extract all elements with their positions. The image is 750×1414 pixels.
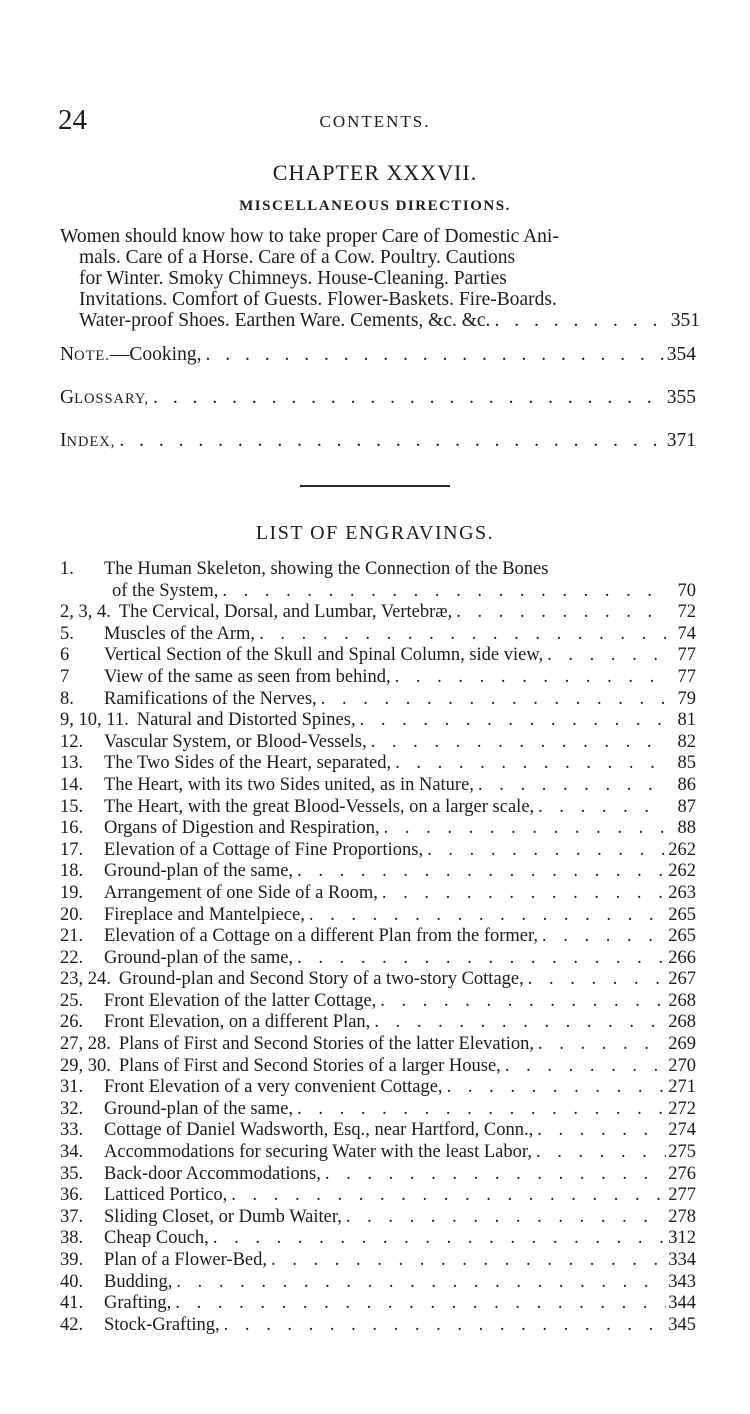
dot-leader bbox=[534, 797, 666, 819]
engraving-page: 262 bbox=[668, 839, 696, 860]
engraving-page: 312 bbox=[668, 1228, 696, 1249]
engraving-number: 25. bbox=[60, 990, 84, 1011]
engraving-title: Grafting, bbox=[104, 1293, 172, 1314]
engraving-title: Front Elevation of the latter Cottage, bbox=[104, 990, 377, 1011]
dot-leader bbox=[524, 969, 666, 991]
engraving-title: Ground-plan of the same, bbox=[104, 947, 294, 968]
dot-leader bbox=[534, 1034, 666, 1056]
engraving-title: Cheap Couch, bbox=[104, 1228, 209, 1249]
engraving-title: Organs of Digestion and Respiration, bbox=[104, 818, 380, 839]
engraving-number: 39. bbox=[60, 1250, 84, 1270]
engraving-title: The Heart, with its two Sides united, as in Nature, bbox=[104, 774, 474, 795]
engraving-number: 22. bbox=[60, 947, 84, 968]
running-head: CONTENTS. bbox=[319, 112, 431, 131]
engraving-row bbox=[60, 775, 696, 797]
engraving-page: 265 bbox=[668, 904, 696, 925]
engraving-title: The Cervical, Dorsal, and Lumbar, Vertebræ, bbox=[118, 602, 453, 623]
engraving-number: 42. bbox=[60, 1314, 84, 1335]
toc-page: 371 bbox=[666, 430, 696, 451]
engraving-row bbox=[60, 1099, 696, 1121]
dot-leader bbox=[342, 1207, 666, 1229]
engravings-title: LIST OF ENGRAVINGS. bbox=[255, 522, 495, 544]
engraving-number: 32. bbox=[60, 1098, 84, 1119]
dot-leader bbox=[378, 883, 666, 905]
engraving-title: Arrangement of one Side of a Room, bbox=[104, 882, 378, 903]
dot-leader bbox=[321, 1164, 666, 1186]
summary-last-line bbox=[60, 310, 700, 331]
dot-leader bbox=[538, 926, 666, 948]
engraving-number: 23, 24. bbox=[60, 969, 111, 990]
engraving-number: 37. bbox=[60, 1206, 84, 1227]
dot-leader bbox=[443, 1077, 666, 1099]
summary-line: Women should know how to take proper Care of Domestic Ani- bbox=[60, 226, 559, 247]
dot-leader bbox=[367, 732, 666, 754]
engraving-title: Accommodations for securing Water with the least Labor, bbox=[104, 1142, 532, 1163]
engraving-row bbox=[60, 991, 696, 1013]
dot-leader bbox=[149, 385, 667, 411]
summary-page: 351 bbox=[670, 310, 700, 331]
dot-leader bbox=[293, 1099, 666, 1121]
engraving-row bbox=[60, 840, 696, 862]
toc-initial: I bbox=[60, 430, 67, 451]
engraving-page: 278 bbox=[668, 1206, 696, 1227]
engraving-title: The Human Skeleton, showing the Connection of the Bones bbox=[104, 559, 549, 579]
engraving-number: 5. bbox=[60, 623, 74, 644]
engraving-number: 8. bbox=[60, 688, 74, 709]
engraving-title: Elevation of a Cottage on a different Plan from the former, bbox=[104, 926, 539, 947]
engraving-page: 86 bbox=[677, 774, 696, 795]
engraving-page: 81 bbox=[677, 710, 696, 731]
engraving-page: 269 bbox=[668, 1034, 696, 1055]
engraving-row bbox=[60, 969, 696, 991]
toc-initial: N bbox=[60, 344, 75, 365]
dot-leader bbox=[317, 689, 666, 711]
engraving-number: 27, 28. bbox=[60, 1034, 111, 1055]
engraving-number: 15. bbox=[60, 796, 84, 817]
engraving-page: 262 bbox=[668, 861, 696, 882]
engraving-number: 16. bbox=[60, 818, 84, 839]
dot-leader bbox=[533, 1120, 666, 1142]
engraving-number: 35. bbox=[60, 1163, 84, 1184]
dot-leader bbox=[391, 667, 666, 689]
engraving-title: Sliding Closet, or Dumb Waiter, bbox=[104, 1206, 342, 1227]
summary-line: Water-proof Shoes. Earthen Ware. Cements, &c. &c. bbox=[79, 310, 491, 331]
summary-line: for Winter. Smoky Chimneys. House-Cleaning. Parties bbox=[79, 268, 507, 289]
dot-leader bbox=[293, 861, 666, 883]
engraving-number: 26. bbox=[60, 1012, 84, 1033]
dot-leader bbox=[490, 310, 670, 331]
engraving-page: 268 bbox=[668, 1012, 696, 1033]
engraving-page: 345 bbox=[668, 1314, 696, 1335]
engraving-page: 267 bbox=[668, 969, 696, 990]
engraving-number: 17. bbox=[60, 839, 84, 860]
engraving-title: Elevation of a Cottage of Fine Proportions, bbox=[104, 839, 424, 860]
engraving-title: Ground-plan of the same, bbox=[104, 1098, 294, 1119]
engraving-number: 38. bbox=[60, 1228, 84, 1249]
engraving-page: 263 bbox=[668, 882, 696, 903]
engraving-number: 1. bbox=[60, 559, 74, 579]
dot-leader bbox=[356, 710, 666, 732]
engraving-row bbox=[60, 645, 696, 667]
engraving-row bbox=[60, 1250, 696, 1272]
engraving-row bbox=[60, 1272, 696, 1294]
dot-leader bbox=[543, 645, 666, 667]
engraving-number: 6 bbox=[60, 645, 70, 666]
engraving-page: 72 bbox=[677, 602, 696, 623]
dot-leader bbox=[391, 753, 666, 775]
toc-label: OTE. bbox=[74, 348, 110, 364]
engraving-title: of the System, bbox=[112, 580, 219, 601]
engraving-number: 19. bbox=[60, 882, 84, 903]
toc-entry-glossary bbox=[60, 385, 696, 411]
engraving-title: Plans of First and Second Stories of the latter Elevation, bbox=[118, 1034, 535, 1055]
engraving-page: 88 bbox=[677, 818, 696, 839]
engraving-row bbox=[60, 1164, 696, 1186]
engraving-page: 334 bbox=[668, 1250, 696, 1270]
engraving-number: 9, 10, 11. bbox=[60, 710, 129, 731]
toc-page: 354 bbox=[666, 344, 696, 365]
page-number: 24 bbox=[58, 104, 87, 136]
engraving-page: 79 bbox=[677, 688, 696, 709]
engraving-page: 77 bbox=[677, 666, 696, 687]
engraving-row bbox=[60, 581, 696, 603]
engraving-row bbox=[60, 753, 696, 775]
engraving-number: 12. bbox=[60, 731, 84, 752]
dot-leader bbox=[255, 624, 666, 646]
engraving-number: 20. bbox=[60, 904, 84, 925]
engraving-page: 265 bbox=[668, 926, 696, 947]
dot-leader bbox=[501, 1056, 666, 1078]
engraving-title: Cottage of Daniel Wadsworth, Esq., near Hartford, Conn., bbox=[104, 1120, 534, 1141]
engraving-number: 41. bbox=[60, 1293, 84, 1314]
engraving-title: Budding, bbox=[104, 1271, 173, 1292]
toc-entry-index bbox=[60, 428, 696, 454]
engraving-page: 268 bbox=[668, 990, 696, 1011]
summary-line: mals. Care of a Horse. Care of a Cow. Poultry. Cautions bbox=[79, 247, 516, 268]
engraving-row bbox=[60, 732, 696, 754]
engraving-row bbox=[60, 559, 696, 581]
engraving-page: 74 bbox=[677, 623, 696, 644]
engraving-row bbox=[60, 948, 696, 970]
engraving-row bbox=[60, 710, 696, 732]
dot-leader bbox=[209, 1228, 666, 1250]
toc-entry-note bbox=[60, 342, 696, 368]
engraving-title: Latticed Portico, bbox=[104, 1185, 228, 1206]
engraving-row bbox=[60, 1142, 696, 1164]
dot-leader bbox=[305, 905, 666, 927]
engraving-title: Ground-plan and Second Story of a two-story Cottage, bbox=[118, 969, 524, 990]
engraving-page: 274 bbox=[668, 1120, 696, 1141]
engraving-row bbox=[60, 818, 696, 840]
engraving-title: Vascular System, or Blood-Vessels, bbox=[104, 731, 367, 752]
engraving-row bbox=[60, 624, 696, 646]
engraving-number: 2, 3, 4. bbox=[60, 602, 111, 623]
engraving-number: 31. bbox=[60, 1077, 84, 1098]
engraving-row bbox=[60, 1207, 696, 1229]
engraving-row bbox=[60, 1056, 696, 1078]
engraving-row bbox=[60, 667, 696, 689]
engraving-page: 87 bbox=[677, 796, 696, 817]
engraving-title: Natural and Distorted Spines, bbox=[136, 710, 356, 731]
dot-leader bbox=[376, 991, 666, 1013]
engraving-number: 33. bbox=[60, 1120, 84, 1141]
chapter-subtitle: MISCELLANEOUS DIRECTIONS. bbox=[239, 198, 511, 214]
dot-leader bbox=[452, 602, 666, 624]
engraving-row bbox=[60, 689, 696, 711]
engraving-number: 40. bbox=[60, 1271, 84, 1292]
engraving-page: 275 bbox=[668, 1142, 696, 1163]
engraving-title: Plans of First and Second Stories of a larger House, bbox=[118, 1055, 501, 1076]
engraving-row bbox=[60, 1185, 696, 1207]
engraving-title: The Two Sides of the Heart, separated, bbox=[104, 753, 392, 774]
engraving-page: 85 bbox=[677, 753, 696, 774]
engraving-title: Front Elevation, on a different Plan, bbox=[104, 1012, 371, 1033]
engraving-row bbox=[60, 905, 696, 927]
engraving-page: 77 bbox=[677, 645, 696, 666]
toc-page: 355 bbox=[666, 387, 696, 408]
engraving-page: 272 bbox=[668, 1098, 696, 1119]
engraving-row bbox=[60, 861, 696, 883]
dot-leader bbox=[172, 1272, 666, 1294]
toc-initial: G bbox=[60, 387, 75, 408]
engraving-row bbox=[60, 883, 696, 905]
dot-leader bbox=[227, 1185, 666, 1207]
dot-leader bbox=[474, 775, 666, 797]
engraving-title: View of the same as seen from behind, bbox=[104, 666, 391, 687]
engraving-page: 271 bbox=[668, 1077, 696, 1098]
engraving-row bbox=[60, 1077, 696, 1099]
engraving-title: Back-door Accommodations, bbox=[104, 1163, 321, 1184]
engraving-row bbox=[60, 797, 696, 819]
engraving-row bbox=[60, 1034, 696, 1056]
engraving-title: Fireplace and Mantelpiece, bbox=[104, 904, 305, 925]
dot-leader bbox=[370, 1012, 666, 1034]
engraving-page: 277 bbox=[668, 1185, 696, 1206]
engraving-row bbox=[60, 1315, 696, 1337]
engravings-list bbox=[60, 559, 696, 1336]
section-divider bbox=[300, 485, 450, 487]
engraving-row bbox=[60, 1293, 696, 1315]
engraving-number: 18. bbox=[60, 861, 84, 882]
engraving-title: The Heart, with the great Blood-Vessels, on a larger scale, bbox=[104, 796, 535, 817]
engraving-number: 36. bbox=[60, 1185, 84, 1206]
engraving-title: Stock-Grafting, bbox=[104, 1314, 220, 1335]
dot-leader bbox=[267, 1250, 666, 1272]
dot-leader bbox=[218, 581, 666, 603]
dot-leader bbox=[293, 948, 666, 970]
engraving-title: Front Elevation of a very convenient Cottage, bbox=[104, 1077, 443, 1098]
engraving-title: Ground-plan of the same, bbox=[104, 861, 294, 882]
toc-label: NDEX, bbox=[66, 434, 116, 450]
dot-leader bbox=[220, 1315, 666, 1337]
engraving-title: Vertical Section of the Skull and Spinal Column, side view, bbox=[104, 645, 544, 666]
engraving-title: Plan of a Flower-Bed, bbox=[104, 1250, 268, 1270]
engraving-number: 21. bbox=[60, 926, 84, 947]
dot-leader bbox=[201, 342, 666, 368]
engraving-page: 270 bbox=[668, 1055, 696, 1076]
toc-label: LOSSARY, bbox=[74, 391, 150, 407]
engraving-row bbox=[60, 1228, 696, 1250]
engraving-row bbox=[60, 602, 696, 624]
engraving-page: 344 bbox=[668, 1293, 696, 1314]
engraving-row bbox=[60, 1120, 696, 1142]
engraving-row bbox=[60, 926, 696, 948]
engraving-number: 34. bbox=[60, 1142, 84, 1163]
toc-label-after: —Cooking, bbox=[109, 344, 202, 365]
engraving-row bbox=[60, 1012, 696, 1034]
engraving-number: 13. bbox=[60, 753, 84, 774]
chapter-title: CHAPTER XXXVII. bbox=[272, 160, 478, 185]
engraving-number: 29, 30. bbox=[60, 1055, 111, 1076]
engraving-number: 14. bbox=[60, 774, 84, 795]
engraving-number: 7 bbox=[60, 666, 70, 687]
engraving-title: Ramifications of the Nerves, bbox=[104, 688, 317, 709]
engraving-page: 276 bbox=[668, 1163, 696, 1184]
dot-leader bbox=[115, 428, 666, 454]
chapter-summary bbox=[60, 226, 700, 331]
engraving-page: 82 bbox=[677, 731, 696, 752]
engraving-page: 343 bbox=[668, 1271, 696, 1292]
engraving-page: 266 bbox=[668, 947, 696, 968]
dot-leader bbox=[380, 818, 666, 840]
dot-leader bbox=[171, 1293, 666, 1315]
engraving-page: 70 bbox=[677, 580, 696, 601]
dot-leader bbox=[423, 840, 666, 862]
engraving-title: Muscles of the Arm, bbox=[104, 623, 256, 644]
summary-line: Invitations. Comfort of Guests. Flower-Baskets. Fire-Boards. bbox=[79, 289, 557, 310]
dot-leader bbox=[532, 1142, 666, 1164]
